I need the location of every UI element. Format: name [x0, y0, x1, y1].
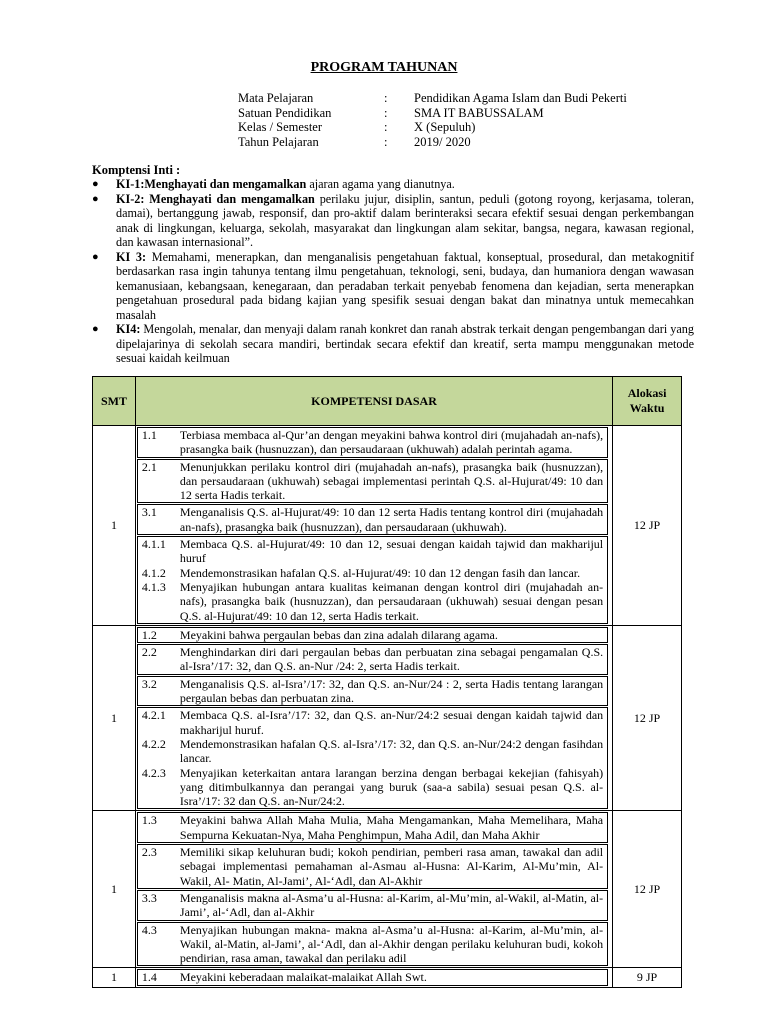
alokasi-cell: 12 JP: [613, 426, 682, 626]
ki-label: KI 3:: [116, 249, 147, 264]
info-row: [238, 120, 694, 135]
semester-cell: 1: [93, 625, 136, 811]
bullet-icon: ●: [92, 323, 99, 335]
ki-description: Mengolah, menalar, dan menyaji dalam ranah konkret dan ranah abstrak terkait dengan pengembangan dari yang dipelajarinya di sekolah secara mandiri, bertindak secara efektif dan kreatif, serta mampu menggunakan metode sesuai kaidah keilmuan: [116, 322, 694, 365]
kd-text: Menganalisis Q.S. al-Isra’/17: 32, dan Q.S. an-Nur/24 : 2, serta Hadis tentang larangan pergaulan bebas dan perbuatan zina.: [179, 676, 604, 706]
ki-item: [92, 192, 694, 250]
kd-number: 4.1.1: [141, 537, 166, 552]
ki-list: [92, 177, 694, 366]
kompetensi-cell: [135, 625, 612, 811]
kd-item: [138, 737, 607, 766]
info-row: [238, 91, 694, 106]
kd-number: 3.1: [141, 505, 157, 520]
kd-text: Menghindarkan diri dari pergaulan bebas dan perbuatan zina sebagai pengamalan Q.S. al-Isra’/17: 32, dan Q.S. an-Nur /24: 2, serta Hadis terkait.: [179, 645, 604, 674]
kd-number: 1.3: [141, 813, 157, 828]
kd-number: 4.1.2: [141, 565, 166, 580]
kd-box: [137, 707, 608, 809]
kd-text: Membaca Q.S. al-Isra’/17: 32, dan Q.S. an-Nur/24:2 sesuai dengan kaidah tajwid dan makharijul huruf.: [179, 708, 604, 737]
kd-box: [137, 812, 608, 843]
info-separator: :: [384, 105, 388, 120]
info-label: Mata Pelajaran: [238, 91, 314, 105]
kd-box: [137, 844, 608, 889]
kompetensi-cell: [135, 811, 612, 968]
bullet-icon: ●: [92, 250, 99, 263]
kd-box: [137, 969, 608, 985]
kd-item: [138, 970, 607, 984]
ki-text: [116, 250, 694, 323]
kd-number: 1.1: [141, 428, 157, 442]
kd-number: 3.2: [141, 676, 157, 691]
table-row: [93, 968, 682, 987]
kd-box: [137, 676, 608, 707]
bullet-icon: ●: [92, 178, 99, 190]
kd-item: [138, 460, 607, 503]
info-block: [238, 91, 694, 149]
kd-text: Menyajikan keterkaitan antara larangan berzina dengan berbagai kekejian (fahisyah) yang ditimbulkannya dan perangai yang buruk (saa-a sabila) sesuai pesan Q.S. al-Isra’/17: 32 dan Q.S. an-Nur/24:2.: [179, 765, 604, 809]
kd-number: 4.2.2: [141, 736, 166, 751]
ki-description: Memahami, menerapkan, dan menganalisis pengetahuan faktual, konseptual, prosedural, dan metakognitif berdasarkan rasa ingin tahunya tentang ilmu pengetahuan, teknologi, seni, budaya, dan humaniora dengan wawasan kemanusiaan, kebangsaan, kenegaraan, dan peradaban terkait penyebab fenomena dan kejadian, serta menerapkan pengetahuan prosedural pada bidang kajian yang spesifik sesuai dengan bakat dan minatnya untuk memecahkan masalah: [116, 249, 694, 322]
info-label: Tahun Pelajaran: [238, 134, 319, 149]
kd-number: 1.2: [141, 627, 157, 642]
kd-item: [138, 923, 607, 966]
kd-text: Menganalisis Q.S. al-Hujurat/49: 10 dan 12 serta Hadis tentang kontrol diri (mujahadah an-nafs), prasangka baik (husnuzzan), dan persaudaraan (ukhuwah).: [179, 505, 604, 534]
kd-text: Meyakini bahwa Allah Maha Mulia, Maha Mengamankan, Maha Memelihara, Maha Sempurna Kekuatan-Nya, Maha Penghimpun, Maha Adil, dan Maha Akhir: [179, 813, 604, 842]
kd-box: [137, 644, 608, 675]
ki-text: [116, 192, 694, 250]
table-header-row: [93, 377, 682, 426]
ki-heading: Komptensi Inti :: [92, 163, 181, 177]
kd-text: Memiliki sikap keluhuran budi; kokoh pendirian, pemberi rasa aman, tawakal dan adil sebagai implementasi pemahaman al-Asmau al-Husna: Al-Karim, Al-Mu’min, Al-Wakil, Al- Matin, Al-Jami’, Al-‘Adl, dan Al-Akhir: [179, 845, 604, 888]
kd-text: Membaca Q.S. al-Hujurat/49: 10 dan 12, sesuai dengan kaidah tajwid dan makharijul huruf: [179, 537, 604, 566]
info-value: SMA IT BABUSSALAM: [414, 105, 544, 120]
kd-item: [138, 677, 607, 706]
kd-number: 2.1: [141, 459, 157, 474]
kd-number: 4.3: [141, 922, 157, 937]
kd-text: Mendemonstrasikan hafalan Q.S. al-Isra’/17: 32, dan Q.S. an-Nur/24:2 dengan fasihdan lancar.: [179, 736, 604, 766]
table-row: [93, 625, 682, 811]
kd-text: Terbiasa membaca al-Qur’an dengan meyakini bahwa kontrol diri (mujahadah an-nafs), prasangka baik (husnuzzan), dan persaudaraan (ukhuwah) adalah perintah agama.: [179, 428, 604, 457]
kd-number: 2.2: [141, 645, 157, 660]
kd-box: [137, 890, 608, 921]
info-separator: :: [384, 91, 388, 105]
kd-text: Mendemonstrasikan hafalan Q.S. al-Hujurat/49: 10 dan 12 dengan fasih dan lancar.: [179, 565, 581, 580]
kd-text: Menyajikan hubungan antara kualitas keimanan dengan kontrol diri (mujahadah an-nafs), prasangka baik (husnuzzan), dan persaudaraan (ukhuwah) sesuai dengan pesan Q.S. al-Hujurat/49: 10 dan 12, serta Hadis terkait.: [179, 579, 604, 623]
semester-cell: 1: [93, 811, 136, 968]
kd-number: 1.4: [141, 970, 157, 985]
kd-text: Meyakini bahwa pergaulan bebas dan zina adalah dilarang agama.: [179, 627, 498, 642]
kd-item: [138, 766, 607, 809]
table-row: [93, 426, 682, 626]
info-separator: :: [384, 120, 388, 134]
kd-item: [138, 845, 607, 888]
header-smt: SMT: [93, 377, 136, 426]
alokasi-cell: 12 JP: [613, 625, 682, 811]
kd-number: 4.2.3: [141, 765, 166, 780]
alokasi-cell: 9 JP: [613, 968, 682, 987]
ki-item: [92, 322, 694, 366]
kd-item: [138, 645, 607, 674]
ki-text: [116, 322, 694, 366]
info-value: X (Sepuluh): [414, 120, 476, 134]
semester-cell: 1: [93, 968, 136, 987]
kd-item: [138, 580, 607, 623]
kd-number: 4.1.3: [141, 579, 166, 594]
ki-label: KI-2: Menghayati dan mengamalkan: [116, 191, 315, 206]
kd-text: Meyakini keberadaan malaikat-malaikat Allah Swt.: [179, 970, 427, 985]
kd-number: 3.3: [141, 890, 157, 905]
info-row: [238, 135, 694, 150]
ki-item: [92, 177, 694, 192]
kd-number: 4.2.1: [141, 708, 166, 723]
alokasi-cell: 12 JP: [613, 811, 682, 968]
kd-table: [92, 376, 682, 988]
kd-text: Menyajikan hubungan makna- makna al-Asma’u al-Husna: al-Karim, al-Mu’min, al-Wakil, al-Matin, al-Jami’, al-‘Adl, dan al-Akhir dengan perilaku keluhuran budi, kokoh pendirian, rasa aman, tawakal dan perilaku adil: [179, 922, 604, 966]
kd-item: [138, 891, 607, 920]
table-row: [93, 811, 682, 968]
kompetensi-cell: [135, 426, 612, 626]
info-label: Satuan Pendidikan: [238, 105, 332, 120]
kd-box: [137, 922, 608, 967]
ki-description: perilaku jujur, disiplin, santun, peduli (gotong royong, kerjasama, toleran, damai), bertanggung jawab, responsif, dan pro-aktif dalam berinteraksi secara efektif sesuai dengan perkembangan anak di lingkungan, keluarga, sekolah, masyarakat dan lingkungan alam sekitar, bangsa, negara, kawasan regional, dan kawasan internasional”.: [116, 191, 694, 249]
ki-label: KI4:: [116, 322, 141, 336]
kd-box: [137, 427, 608, 458]
info-row: [238, 106, 694, 121]
ki-label: KI-1:Menghayati dan mengamalkan: [116, 177, 307, 191]
ki-description: ajaran agama yang dianutnya.: [306, 177, 455, 191]
ki-item: [92, 250, 694, 323]
kd-text: Menganalisis makna al-Asma’u al-Husna: al-Karim, al-Mu’min, al-Wakil, al-Matin, al-Jami’, al-‘Adl, dan al-Akhir: [179, 890, 604, 920]
kd-box: [137, 627, 608, 643]
kd-box: [137, 459, 608, 504]
kd-item: [138, 537, 607, 566]
kd-number: 2.3: [141, 845, 157, 860]
kd-item: [138, 566, 607, 580]
kd-box: [137, 536, 608, 624]
kd-box: [137, 504, 608, 535]
kd-text: Menunjukkan perilaku kontrol diri (mujahadah an-nafs), prasangka baik (husnuzzan), dan persaudaraan (ukhuwah) sebagai implementasi perintah Q.S. al-Hujurat/49: 10 dan 12 serta Hadis terkait.: [179, 459, 604, 503]
ki-text: [116, 177, 694, 192]
header-kompetensi-dasar: KOMPETENSI DASAR: [135, 377, 612, 426]
kompetensi-cell: [135, 968, 612, 987]
semester-cell: 1: [93, 426, 136, 626]
page-title: PROGRAM TAHUNAN: [310, 60, 458, 75]
kd-item: [138, 813, 607, 842]
info-value: 2019/ 2020: [414, 134, 471, 149]
header-alokasi-waktu: Alokasi Waktu: [613, 377, 682, 426]
kd-item: [138, 505, 607, 534]
info-label: Kelas / Semester: [238, 120, 323, 134]
kd-item: [138, 708, 607, 737]
kd-item: [138, 428, 607, 457]
info-separator: :: [384, 134, 388, 149]
kd-item: [138, 628, 607, 642]
info-value: Pendidikan Agama Islam dan Budi Pekerti: [414, 91, 627, 105]
bullet-icon: ●: [92, 192, 99, 205]
